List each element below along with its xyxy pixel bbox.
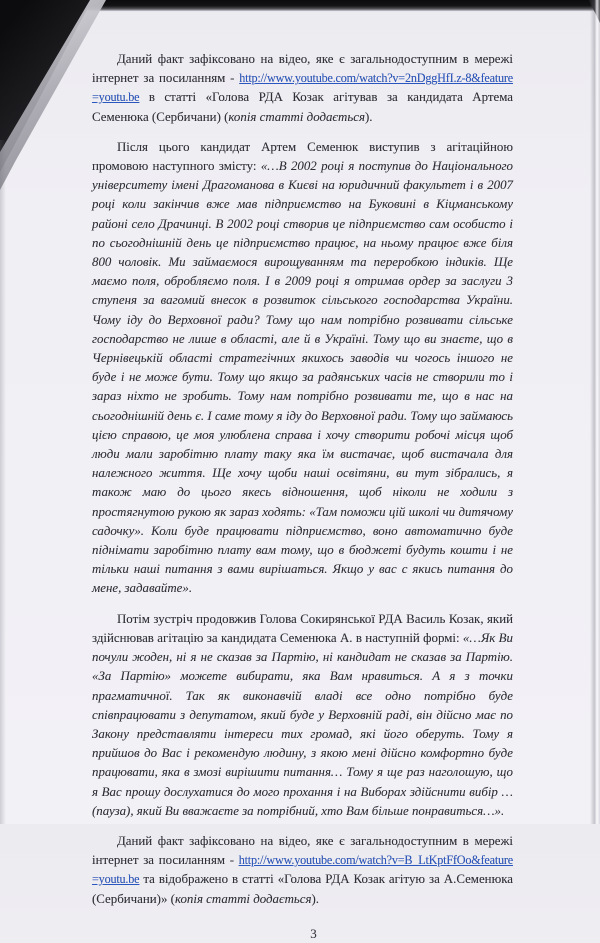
text-segment: ). <box>364 109 373 124</box>
quote-segment-italic: «…В 2002 році я поступив до Національного університету імені Драгоманова в Києві на юридичний факультет і в 2007 році коли закінчив вже мав підприємство на Буковині в Кіцманському районі село Драчинці. В 2002 році створив це підприємство сам особисто і по сьогоднішній день це підприємство працює, на ньому працює вже біля 800 чоловік. Ми займаємося вирощуванням та переробкою індиків. Ще маємо поля, обробляємо поля. І в 2009 році я отримав ордер за заслуги 3 ступеня за вагомий внесок в розвиток сільського господарства України. Чому іду до Верховної ради? Тому що нам потрібно розвивати сільське господарство не лише в області, але й в Україні. Тому що ви знаєте, що в Чернівецькій області стратегічних якихось заводів чи чогось іншого не буде і не може бути. Тому що якщо за радянських часів не створили то і зараз ніхто не зробить. Тому нам потрібно розвивати те, що в нас на сьогоднішній день є. І саме тому я іду до Верховної ради. Тому що займаюсь цією справою, це моя улюблена справа і хочу створити робочі місця щоб люди мали заробітню плату таку яка їм вистачає, щоб вистачала для належного життя. Ще хочу щоби наші освітяни, ви тут зібрались, я також маю до цього якесь відношення, щоб ніколи не ходили з простягнутою рукою як зараз ходять: «Там поможи цій школі чи дитячому садочку». Коли буде працювати підприємство, воно автоматично буде піднімати заробітню плату вам тому, що в бюджеті будуть кошти і не тільки наші питання з вами вирішаться. Якщо у вас с якись питання до мене, задавайте». <box>92 159 514 596</box>
youtube-link-1[interactable]: http://www.youtube.com/watch?v=2nDggHfI.z-8&feature=youtu.be <box>92 71 513 105</box>
quote-segment-italic: «…Як Ви почули жоден, ні я не сказав за Партію, ні кандидат не сказав за Партію. «За Партію» можете вибирати, яка Вам нравиться. А я з точки прагматичної. Так як виконавчій владі все одно потрібно буде співпрацювати з депутатом, який буде у Верховній раді, він дійсно має по Закону представляти інтереси тих громад, які його оберуть. Тому я прийшов до Вас і рекомендую людину, з якою мені дійсно комфортно буде працювати, яка в змозі вирішити питання… Тому я ще раз наголошую, що я Вас прошу дослухатися до мого прохання і на Виборах здійснити вибір … (пауза), який Ви вважаєте за потрібний, хто Вам більше понравиться…». <box>92 630 513 818</box>
document-text-column <box>92 50 513 943</box>
paragraph-candidate-speech <box>92 138 513 599</box>
page-edge-right <box>590 0 600 824</box>
text-segment: Потім зустріч продовжив Голова Сокирянської РДА Василь Козак, який здійснював агітацію за кандидата Семенюка А. в наступній формі: <box>92 611 513 645</box>
youtube-link-2[interactable]: http://www.youtube.com/watch?v=B_LtKptFfOo&feature=youtu.be <box>92 853 513 887</box>
paragraph-video-fact-2 <box>92 832 513 909</box>
text-segment-italic: копія статті додається <box>174 891 312 906</box>
text-segment: в статті «Голова РДА Козак агітував за кандидата Артема Семенюка (Сербичани) ( <box>92 90 513 124</box>
text-segment: Даний факт зафіксовано на відео, яке є загальнодоступним в мережі інтернет за посиланням - <box>92 833 513 868</box>
text-segment: ). <box>311 891 320 906</box>
page-edge-left <box>0 140 6 824</box>
text-segment-italic: копія статті додається <box>228 109 365 124</box>
text-segment: Даний факт зафіксовано на відео, яке є загальнодоступним в мережі інтернет за посиланням - <box>92 52 513 86</box>
text-segment: та відображено в статті «Голова РДА Козак агітую за А.Семенюка (Сербичани)» ( <box>92 872 513 906</box>
page-number: 3 <box>310 925 317 941</box>
paragraph-video-fact-1 <box>92 50 513 127</box>
paragraph-rda-head-speech <box>92 610 513 821</box>
text-segment: Після цього кандидат Артем Семенюк виступив з агітаційною промовою наступного змісту: <box>92 139 513 174</box>
